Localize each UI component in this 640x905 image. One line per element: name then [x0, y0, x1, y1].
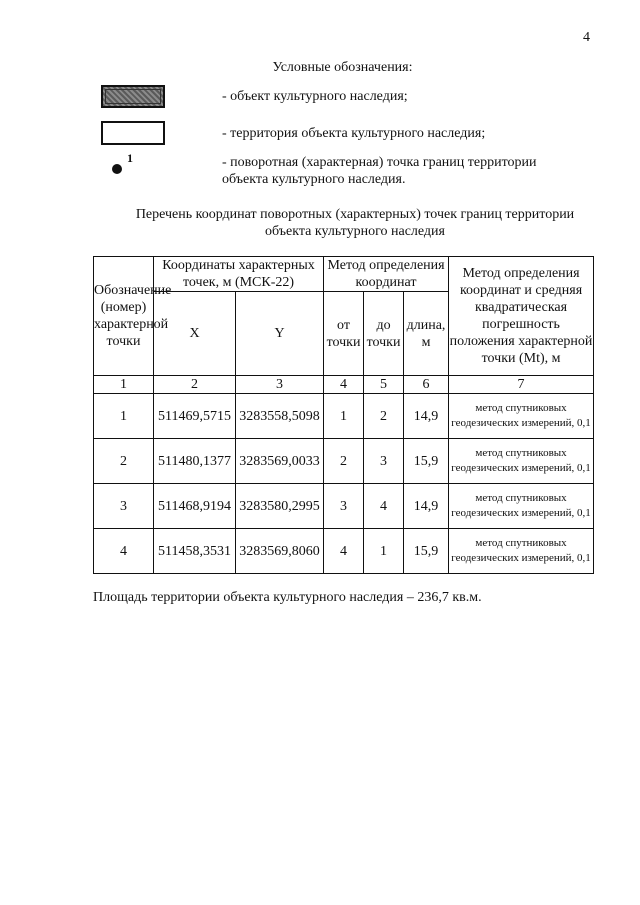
method-accuracy: метод спутниковых геодезических измерений, 0,1: [449, 439, 594, 484]
header-method-accuracy: Метод определения координат и средняя квадратическая погрешность положения характерной точки (Mt), м: [449, 257, 594, 376]
to-point: 3: [364, 439, 404, 484]
page-number: 4: [583, 30, 590, 45]
point-icon: [112, 164, 122, 174]
header-y: Y: [236, 292, 324, 376]
area-text: Площадь территории объекта культурного наследия – 236,7 кв.м.: [93, 590, 482, 605]
from-point: 2: [324, 439, 364, 484]
coordinate-x: 511468,9194: [154, 484, 236, 529]
column-number: 1: [94, 376, 154, 394]
point-number: 2: [94, 439, 154, 484]
coordinate-y: 3283558,5098: [236, 394, 324, 439]
coordinates-table: [93, 256, 594, 574]
segment-length: 15,9: [404, 529, 449, 574]
to-point: 4: [364, 484, 404, 529]
method-accuracy: метод спутниковых геодезических измерений, 0,1: [449, 529, 594, 574]
column-number: 2: [154, 376, 236, 394]
column-number: 3: [236, 376, 324, 394]
from-point: 3: [324, 484, 364, 529]
coordinate-y: 3283580,2995: [236, 484, 324, 529]
coordinate-x: 511469,5715: [154, 394, 236, 439]
from-point: 4: [324, 529, 364, 574]
empty-rectangle-icon: [101, 121, 165, 145]
header-length: длина, м: [404, 292, 449, 376]
filled-rectangle-icon: [101, 85, 165, 108]
column-number: 5: [364, 376, 404, 394]
segment-length: 14,9: [404, 394, 449, 439]
legend-text-point: - поворотная (характерная) точка границ территории объекта культурного наследия.: [222, 155, 537, 187]
header-method-coordinates: Метод определения координат: [324, 257, 449, 292]
to-point: 1: [364, 529, 404, 574]
segment-length: 15,9: [404, 439, 449, 484]
point-number: 4: [94, 529, 154, 574]
point-number: 1: [94, 394, 154, 439]
header-designation: Обозначение (номер) характерной точки: [94, 257, 154, 376]
method-accuracy: метод спутниковых геодезических измерений, 0,1: [449, 484, 594, 529]
table-title: Перечень координат поворотных (характерных) точек границ территории объекта культурного наследия: [135, 207, 575, 239]
column-number: 6: [404, 376, 449, 394]
header-to-point: до точки: [364, 292, 404, 376]
coordinate-y: 3283569,0033: [236, 439, 324, 484]
column-number: 7: [449, 376, 594, 394]
table-row: [94, 529, 594, 574]
from-point: 1: [324, 394, 364, 439]
point-number: 3: [94, 484, 154, 529]
point-label: 1: [127, 151, 133, 165]
column-numbers-row: [94, 376, 594, 394]
segment-length: 14,9: [404, 484, 449, 529]
coordinate-x: 511480,1377: [154, 439, 236, 484]
coordinate-x: 511458,3531: [154, 529, 236, 574]
table-row: [94, 484, 594, 529]
table-row: [94, 394, 594, 439]
coordinate-y: 3283569,8060: [236, 529, 324, 574]
column-number: 4: [324, 376, 364, 394]
header-x: X: [154, 292, 236, 376]
table-row: [94, 439, 594, 484]
header-from-point: от точки: [324, 292, 364, 376]
header-coordinates: Координаты характерных точек, м (МСК-22): [154, 257, 324, 292]
legend-title: Условные обозначения:: [272, 60, 413, 75]
legend-text-object: - объект культурного наследия;: [222, 89, 408, 104]
to-point: 2: [364, 394, 404, 439]
legend-text-territory: - территория объекта культурного наследия;: [222, 126, 486, 141]
method-accuracy: метод спутниковых геодезических измерений, 0,1: [449, 394, 594, 439]
